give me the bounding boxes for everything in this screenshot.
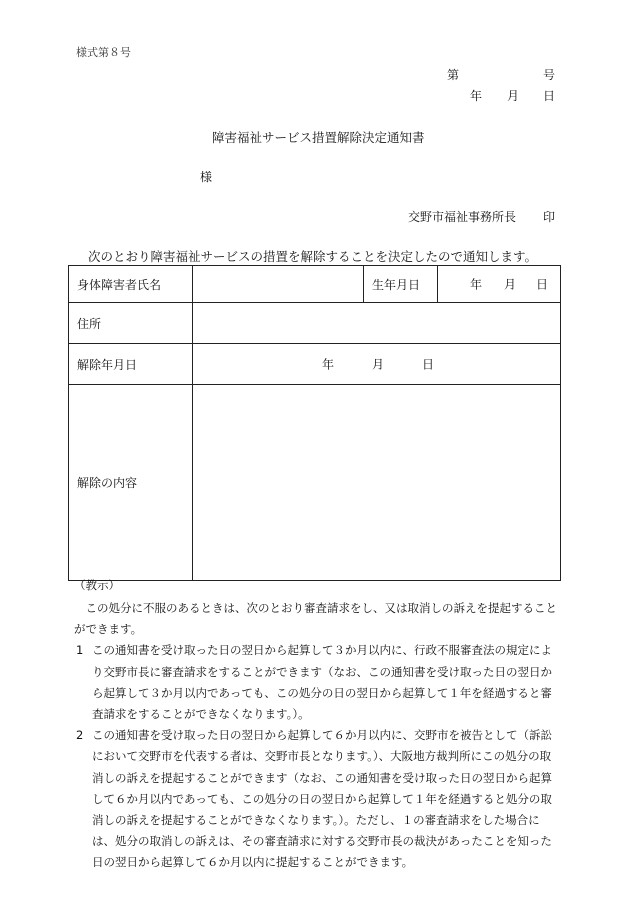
birth-month-label: 月: [504, 277, 517, 292]
document-number-suffix: 号: [543, 68, 556, 82]
address-cell: [193, 303, 561, 344]
form-number: 様式第８号: [76, 46, 131, 59]
birth-date-label: 生年月日: [364, 266, 438, 303]
birth-date-cell: [438, 266, 561, 303]
notes-item-text: この通知書を受け取った日の翌日から起算して３か月以内に、行政不服審査法の規定により交野市長に審査請求をすることができます（なお、この通知書を受け取った日の翌日から起算して３か月以内であっても、この処分の日の翌日から起算して１年を経過すると審査請求をすることができなくなります。）。: [92, 643, 552, 722]
issue-date-year: 年: [470, 89, 483, 103]
issue-date-day: 日: [543, 89, 556, 103]
cancel-month-label: 月: [372, 357, 385, 372]
table-row: [69, 344, 561, 385]
issue-date-month: 月: [507, 89, 520, 103]
document-number-prefix: 第: [447, 68, 460, 82]
table-row: [69, 385, 561, 581]
document-title: 障害福祉サービス措置解除決定通知書: [212, 130, 425, 145]
notes-item-2: [74, 725, 560, 873]
intro-text: 次のとおり障害福祉サービスの措置を解除することを決定したので通知します。: [88, 249, 538, 264]
name-label: 身体障害者氏名: [69, 266, 193, 303]
name-cell: [193, 266, 364, 303]
notes-body: [74, 598, 560, 874]
addressee-suffix: 様: [200, 170, 213, 184]
seal-mark: 印: [543, 210, 556, 224]
cancel-date-label: 解除年月日: [69, 344, 193, 385]
table-row: [69, 266, 561, 303]
notes-item-number: 1: [76, 643, 84, 658]
notes-item-text: この通知書を受け取った日の翌日から起算して６か月以内に、交野市を被告として（訴訟において交野市を代表する者は、交野市長となります。）、大阪地方裁判所にこの処分の取消しの訴えを提起することができます（なお、この通知書を受け取った日の翌日から起算して６か月以内であっても、この処分の日の翌日から起算して１年を経過すると処分の取消しの訴えを提起することができなくなります。）。ただし、１の審査請求をした場合には、処分の取消しの訴えは、その審査請求に対する交野市長の裁決があったことを知った日の翌日から起算して６か月以内に提起することができます。: [92, 728, 552, 870]
birth-year-label: 年: [470, 277, 483, 292]
cancel-year-label: 年: [322, 357, 335, 372]
cancel-day-label: 日: [422, 357, 435, 372]
notes-lead-text: この処分に不服のあるときは、次のとおり審査請求をし、又は取消しの訴えを提起することができます。: [74, 601, 557, 637]
birth-day-label: 日: [536, 277, 549, 292]
content-cell: [193, 385, 561, 581]
notes-item-number: 2: [76, 728, 84, 743]
notes-heading: （教示）: [74, 578, 120, 592]
notes-item-1: [74, 640, 560, 725]
content-label: 解除の内容: [69, 385, 193, 581]
address-label: 住所: [69, 303, 193, 344]
cancel-date-cell: [193, 344, 561, 385]
issuer-name: 交野市福祉事務所長: [408, 210, 517, 224]
table-row: [69, 303, 561, 344]
cancellation-table: [68, 265, 561, 581]
